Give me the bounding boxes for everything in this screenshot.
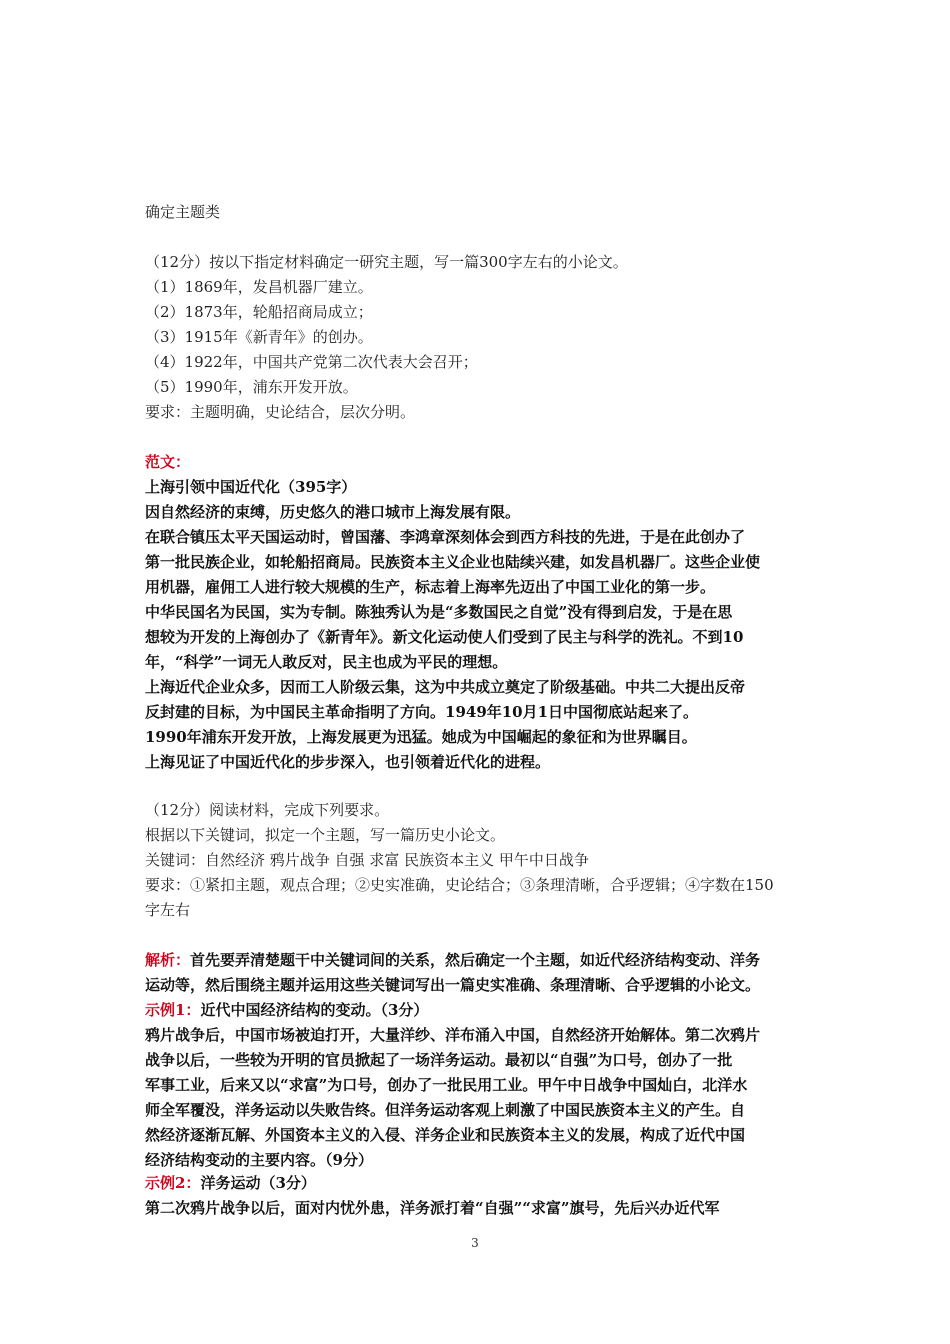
example1-line: 军事工业，后来又以“求富”为口号，创办了一批民用工业。甲午中日战争中国灿白，北洋水 xyxy=(145,1076,748,1094)
analysis-line xyxy=(145,950,815,970)
q2-line: 根据以下关键词，拟定一个主题，写一篇历史小论文。 xyxy=(145,826,506,844)
q1-requirement: 要求：主题明确，史论结合，层次分明。 xyxy=(145,403,416,421)
sample-line: 想较为开发的上海创办了《新青年》。新文化运动使人们受到了民主与科学的洗礼。不到10 xyxy=(145,628,744,646)
q2-requirement: 要求：①紧扣主题，观点合理；②史实准确，史论结合；③条理清晰，合乎逻辑；④字数在150 xyxy=(145,876,774,894)
q1-item: （1）1869年，发昌机器厂建立。 xyxy=(145,278,373,296)
example1-label: 示例1： xyxy=(145,1001,201,1019)
analysis-line: 运动等，然后围绕主题并运用这些关键词写出一篇史实准确、条理清晰、合乎逻辑的小论文。 xyxy=(145,976,761,994)
q1-item: （4）1922年，中国共产党第二次代表大会召开； xyxy=(145,353,478,371)
example2-title: 洋务运动（3分） xyxy=(200,1174,316,1192)
example1-heading xyxy=(145,1000,815,1020)
sample-line: 上海见证了中国近代化的步步深入，也引领着近代化的进程。 xyxy=(145,753,551,771)
sample-title: 上海引领中国近代化（395字） xyxy=(145,478,357,496)
sample-line: 用机器，雇佣工人进行较大规模的生产，标志着上海率先迈出了中国工业化的第一步。 xyxy=(145,578,716,596)
example1-line: 然经济逐渐瓦解、外国资本主义的入侵、洋务企业和民族资本主义的发展，构成了近代中国 xyxy=(145,1126,746,1144)
sample-line: 反封建的目标，为中国民主革命指明了方向。1949年10月1日中国彻底站起来了。 xyxy=(145,703,699,721)
sample-line: 年，“科学”一词无人敢反对，民主也成为平民的理想。 xyxy=(145,653,508,671)
q2-line: （12分）阅读材料，完成下列要求。 xyxy=(145,801,390,819)
q1-item: （5）1990年，浦东开发开放。 xyxy=(145,378,358,396)
q1-prompt: （12分）按以下指定材料确定一研究主题，写一篇300字左右的小论文。 xyxy=(145,253,628,271)
sample-line: 在联合镇压太平天国运动时，曾国藩、李鸿章深刻体会到西方科技的先进，于是在此创办了 xyxy=(145,528,746,546)
analysis-text: 首先要弄清楚题干中关键词间的关系，然后确定一个主题，如近代经济结构变动、洋务 xyxy=(190,951,761,969)
q2-keywords: 关键词：自然经济 鸦片战争 自强 求富 民族资本主义 甲午中日战争 xyxy=(145,851,589,869)
page-number: 3 xyxy=(471,1236,479,1250)
sample-label: 范文： xyxy=(145,453,191,471)
q2-requirement-cont: 字左右 xyxy=(145,901,191,919)
sample-line: 上海近代企业众多，因而工人阶级云集，这为中共成立奠定了阶级基础。中共二大提出反帝 xyxy=(145,678,746,696)
sample-line: 第一批民族企业，如轮船招商局。民族资本主义企业也陆续兴建，如发昌机器厂。这些企业使 xyxy=(145,553,761,571)
example1-line: 师全军覆没，洋务运动以失败告终。但洋务运动客观上刺激了中国民族资本主义的产生。自 xyxy=(145,1101,746,1119)
section-title: 确定主题类 xyxy=(145,203,221,221)
q1-item: （2）1873年，轮船招商局成立； xyxy=(145,303,373,321)
sample-line: 中华民国名为民国，实为专制。陈独秀认为是“多数国民之自觉”没有得到启发，于是在思 xyxy=(145,603,733,621)
q1-item: （3）1915年《新青年》的创办。 xyxy=(145,328,373,346)
analysis-label: 解析： xyxy=(145,951,191,969)
example1-line: 战争以后，一些较为开明的官员掀起了一场洋务运动。最初以“自强”为口号，创办了一批 xyxy=(145,1051,733,1069)
example2-label: 示例2： xyxy=(145,1174,201,1192)
example1-line: 经济结构变动的主要内容。（9分） xyxy=(145,1151,373,1169)
sample-line: 因自然经济的束缚，历史悠久的港口城市上海发展有限。 xyxy=(145,503,521,521)
sample-line: 1990年浦东开发开放，上海发展更为迅猛。她成为中国崛起的象征和为世界瞩目。 xyxy=(145,728,697,746)
example1-line: 鸦片战争后，中国市场被迫打开，大量洋纱、洋布涌入中国，自然经济开始解体。第二次鸦片 xyxy=(145,1026,761,1044)
example2-line: 第二次鸦片战争以后，面对内忧外患，洋务派打着“自强”“求富”旗号，先后兴办近代军 xyxy=(145,1199,720,1217)
example1-title: 近代中国经济结构的变动。（3分） xyxy=(200,1001,429,1019)
example2-heading xyxy=(145,1173,815,1193)
